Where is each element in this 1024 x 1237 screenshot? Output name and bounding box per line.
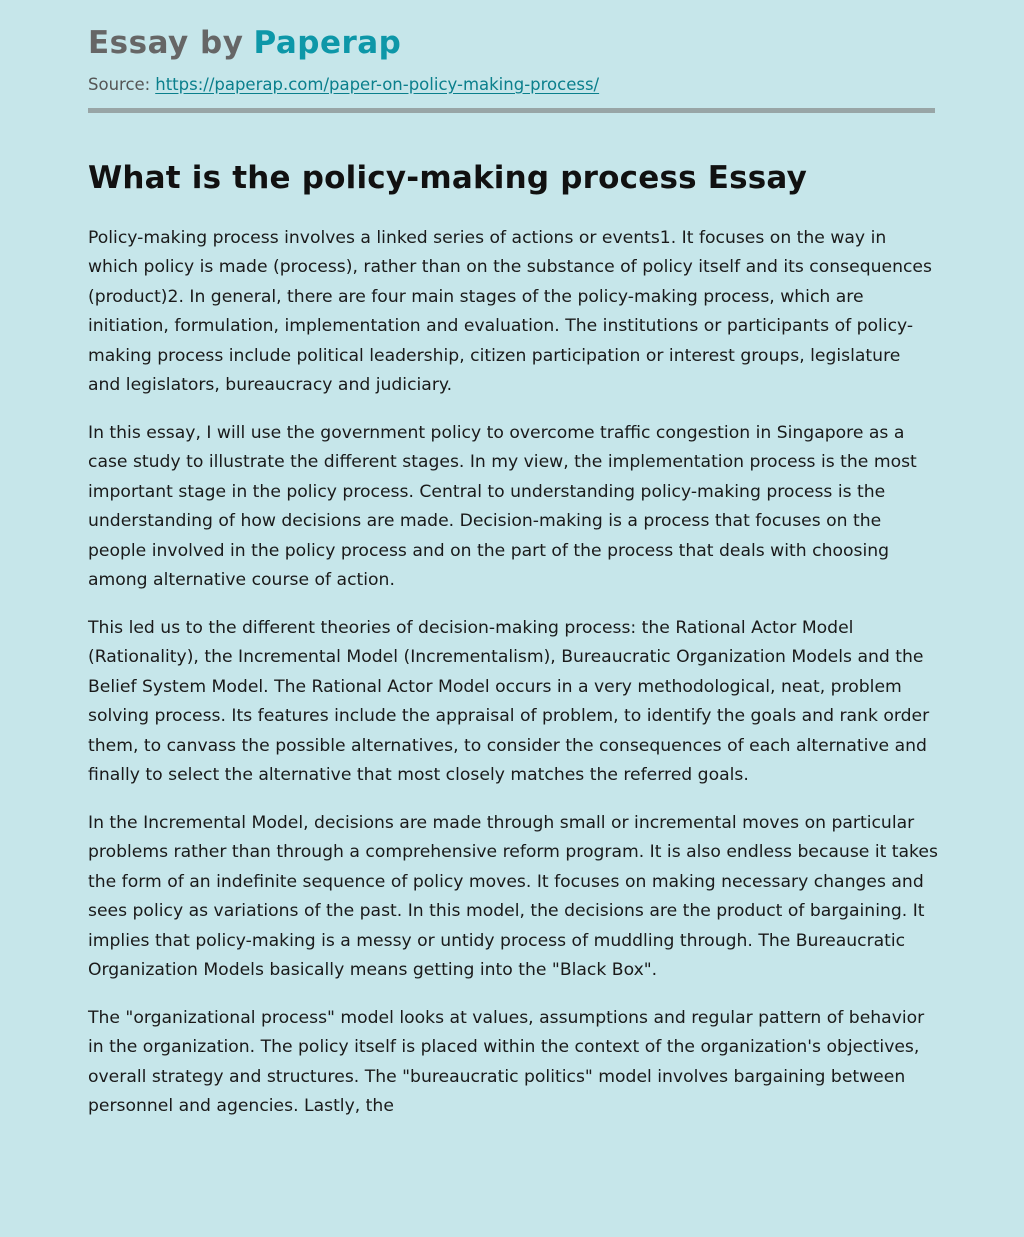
site-header — [0, 0, 1024, 113]
source-line — [88, 75, 936, 96]
source-url-link[interactable]: https://paperap.com/paper-on-policy-making-process/ — [155, 74, 600, 94]
brand-prefix-text: Essay by — [88, 25, 244, 61]
source-label: Source: — [88, 74, 151, 94]
article — [0, 160, 1024, 1121]
paragraph: In the Incremental Model, decisions are made through small or incremental moves on particular problems rather than through a comprehensive reform program. It is also endless because it takes the form of an indefinite sequence of policy moves. It focuses on making necessary changes and sees policy as variations of the past. In this model, the decisions are the product of bargaining. It implies that policy-making is a messy or untidy process of muddling through. The Bureaucratic Organization Models basically means getting into the "Black Box". — [88, 812, 938, 981]
brand-title — [88, 26, 936, 61]
paragraph: This led us to the different theories of decision-making process: the Rational Actor Model (Rationality), the Incremental Model (Incrementalism), Bureaucratic Organization Models and the Belief System Model. The Rational Actor Model occurs in a very methodological, neat, problem solving process. Its features include the appraisal of problem, to identify the goals and rank order them, to canvass the possible alternatives, to consider the consequences of each alternative and finally to select the alternative that most closely matches the referred goals. — [88, 617, 930, 786]
paragraph: In this essay, I will use the government policy to overcome traffic congestion in Singapore as a case study to illustrate the different stages. In my view, the implementation process is the most important stage in the policy process. Central to understanding policy-making process is the understanding of how decisions are made. Decision-making is a process that focuses on the people involved in the policy process and on the part of the process that deals with choosing among alternative course of action. — [88, 422, 917, 591]
header-divider — [88, 108, 935, 113]
brand-name-text: Paperap — [253, 25, 402, 61]
paragraph: The "organizational process" model looks at values, assumptions and regular pattern of behavior in the organization. The policy itself is placed within the context of the organization's objectives, overall strategy and structures. The "bureaucratic politics" model involves bargaining between personnel and agencies. Lastly, the — [88, 1007, 925, 1117]
paragraph: Policy-making process involves a linked series of actions or events1. It focuses on the way in which policy is made (process), rather than on the substance of policy itself and its consequences (product)2. In general, there are four main stages of the policy-making process, which are initiation, formulation, implementation and evaluation. The institutions or participants of policy-making process include political leadership, citizen participation or interest groups, legislature and legislators, bureaucracy and judiciary. — [88, 227, 932, 396]
article-body — [88, 224, 938, 1122]
page-title: What is the policy-making process Essay — [88, 160, 807, 197]
